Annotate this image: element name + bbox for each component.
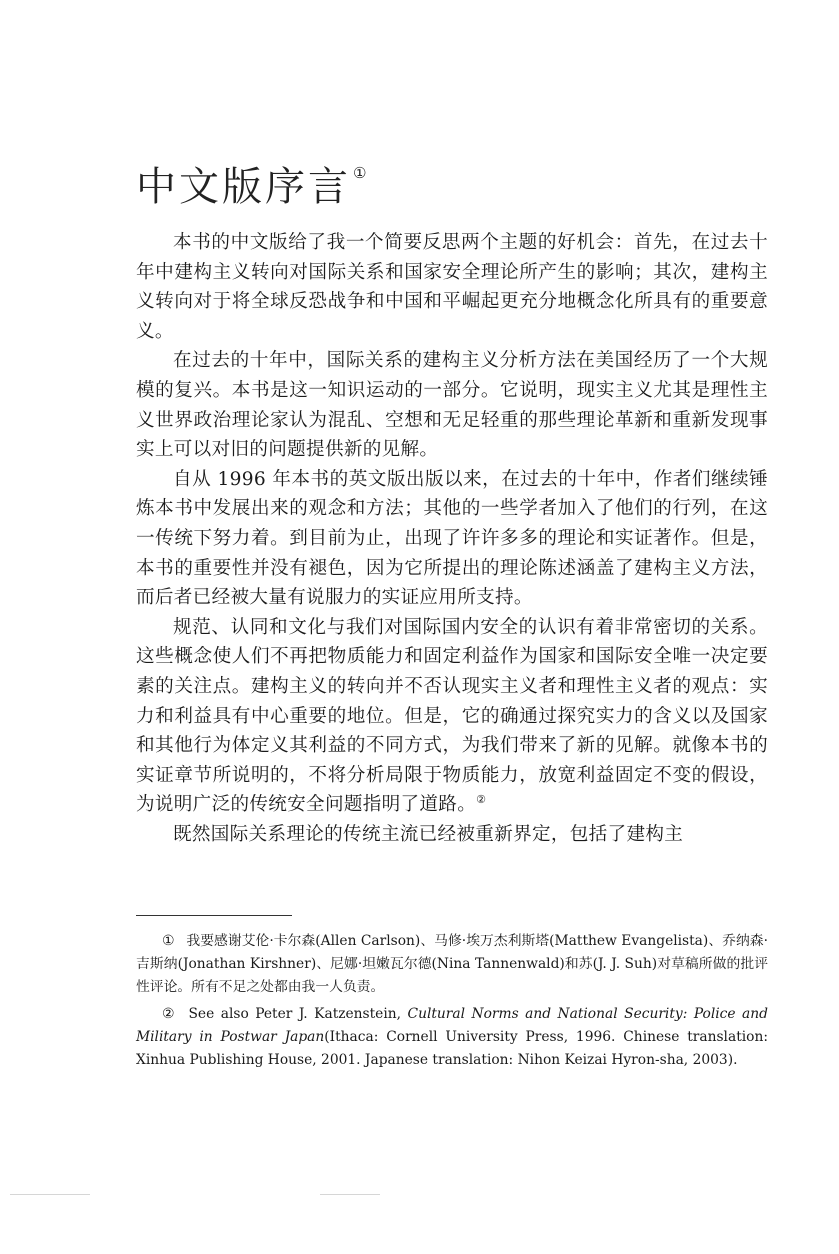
- footnote-divider: [136, 915, 292, 916]
- paragraph-4-text: 规范、认同和文化与我们对国际国内安全的认识有着非常密切的关系。这些概念使人们不再把物质能力和固定利益作为国家和国际安全唯一决定要素的关注点。建构主义的转向并不否认现实主义者和理性主义者的观点：实力和利益具有中心重要的地位。但是，它的确通过探究实力的含义以及国家和其他行为体定义其利益的不同方式，为我们带来了新的见解。就像本书的实证章节所说明的，不将分析局限于物质能力，放宽利益固定不变的假设，为说明广泛的传统安全问题指明了道路。: [136, 616, 768, 816]
- paragraph-5: 既然国际关系理论的传统主流已经被重新界定，包括了建构主: [173, 823, 684, 845]
- footnote-1-text: 我要感谢艾伦·卡尔森(Allen Carlson)、马修·埃万杰利斯塔(Matthew Evangelista)、乔纳森·吉斯纳(Jonathan Kirshner)、尼娜·坦嫩瓦尔德(Nina Tannenwald)和苏(J. J. Suh)对草稿所做的批评性评论。所有不足之处都由我一人负责。: [136, 933, 769, 995]
- footnote-2-marker: ②: [162, 1006, 177, 1022]
- footnote-2: [136, 1003, 768, 1072]
- scan-artifact-line: [320, 1194, 380, 1195]
- footnote-2-text-post: (Ithaca: Cornell University Press, 1996. Chinese translation: Xinhua Publishing House, 2001. Japanese translation: Nihon Keizai Hyron-sha, 2003).: [136, 1029, 768, 1068]
- paragraph-1: 本书的中文版给了我一个简要反思两个主题的好机会：首先，在过去十年中建构主义转向对国际关系和国家安全理论所产生的影响；其次，建构主义转向对于将全球反恐战争和中国和平崛起更充分地概念化所具有的重要意义。: [136, 232, 768, 342]
- page-title: [136, 155, 366, 212]
- paragraph-4-footnote-marker: ②: [476, 793, 487, 807]
- paragraph-4: [136, 613, 768, 820]
- footnotes: [136, 930, 768, 1076]
- paragraph-3: 自从 1996 年本书的英文版出版以来，在过去的十年中，作者们继续锤炼本书中发展出来的观念和方法；其他的一些学者加入了他们的行列，在这一传统下努力着。到目前为止，出现了许许多多的理论和实证著作。但是，本书的重要性并没有褪色，因为它所提出的理论陈述涵盖了建构主义方法，而后者已经被大量有说服力的实证应用所支持。: [136, 468, 768, 609]
- page-title-text: 中文版序言: [136, 163, 351, 210]
- footnote-1: [136, 930, 768, 999]
- footnote-2-book-title: Cultural Norms and National Security: Police and Military in Postwar Japan: [136, 1006, 768, 1045]
- scan-artifact-line: [10, 1194, 90, 1195]
- footnote-1-marker: ①: [162, 933, 175, 949]
- paragraph-2: 在过去的十年中，国际关系的建构主义分析方法在美国经历了一个大规模的复兴。本书是这一知识运动的一部分。它说明，现实主义尤其是理性主义世界政治理论家认为混乱、空想和无足轻重的那些理论革新和重新发现事实上可以对旧的问题提供新的见解。: [136, 350, 768, 461]
- footnote-2-text-pre: See also Peter J. Katzenstein,: [188, 1006, 408, 1022]
- body-text: [136, 228, 768, 849]
- title-footnote-marker: ①: [353, 163, 367, 182]
